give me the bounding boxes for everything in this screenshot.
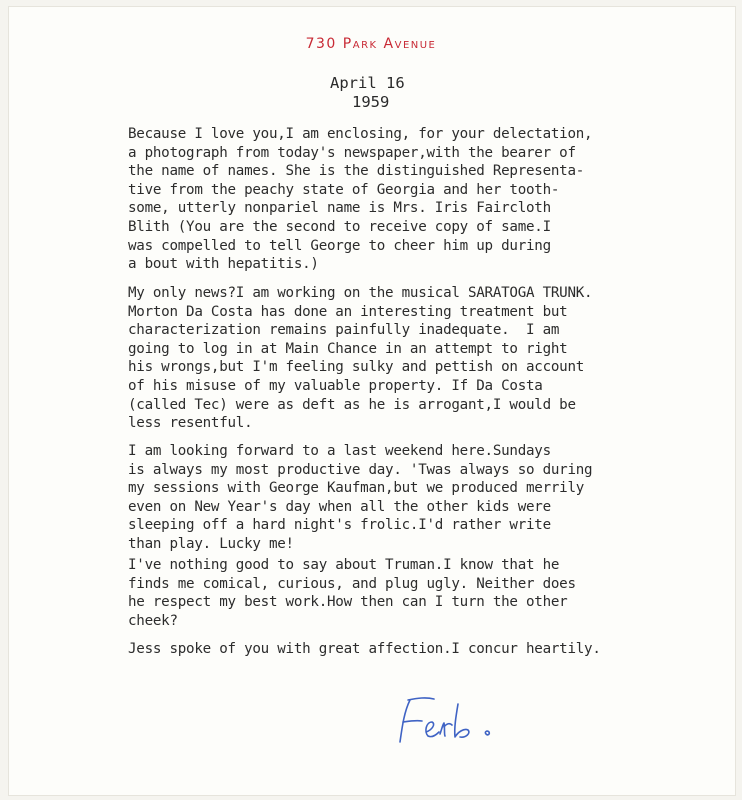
text-line: than play. Lucky me! [128, 535, 294, 552]
text-line: his wrongs,but I'm feeling sulky and pettish on account [128, 359, 585, 376]
text-line: finds me comical, curious, and plug ugly. Neither does [128, 575, 576, 592]
text-line: I am looking forward to a last weekend here.Sundays [128, 443, 551, 459]
text-line: a photograph from today's newspaper,with the bearer of [128, 144, 576, 161]
text-line: less resentful. [128, 415, 253, 432]
text-line: sleeping off a hard night's frolic.I'd rather write [128, 517, 551, 534]
date-year: 1959 [352, 93, 390, 111]
text-line: my sessions with George Kaufman,but we produced merrily [128, 480, 585, 497]
text-line: tive from the peachy state of Georgia and her tooth- [128, 181, 560, 198]
text-line: going to log in at Main Chance in an attempt to right [128, 340, 568, 357]
text-line: the name of names. She is the distinguished Representa- [128, 163, 585, 180]
text-line: My only news?I am working on the musical SARATOGA TRUNK. [128, 285, 593, 301]
letter-date [330, 74, 405, 112]
text-line: (called Tec) were as deft as he is arrogant,I would be [128, 396, 576, 413]
text-line: is always my most productive day. 'Twas always so during [128, 461, 593, 478]
text-line: was compelled to tell George to cheer him up during [128, 237, 551, 254]
paragraph-weekend [128, 442, 728, 554]
text-line: a bout with hepatitis.) [128, 256, 319, 273]
text-line: characterization remains painfully inadequate. I am [128, 322, 560, 339]
paragraph-closing [128, 640, 728, 659]
letterhead-address: 730 Park Avenue [305, 36, 437, 52]
paragraph-enclosure [128, 125, 728, 274]
text-line: cheek? [128, 612, 178, 629]
paragraph-news [128, 284, 728, 433]
text-line: Jess spoke of you with great affection.I concur heartily. [128, 641, 601, 657]
text-line: some, utterly nonpariel name is Mrs. Iris Faircloth [128, 200, 551, 217]
text-line: Blith (You are the second to receive copy of same.I [128, 218, 551, 235]
text-line: of his misuse of my valuable property. If Da Costa [128, 377, 543, 394]
text-line: he respect my best work.How then can I turn the other [128, 594, 568, 611]
text-line: Morton Da Costa has done an interesting treatment but [128, 303, 568, 320]
paragraph-truman [128, 556, 728, 630]
text-line: Because I love you,I am enclosing, for your delectation, [128, 126, 593, 142]
date-month-day: April 16 [330, 74, 405, 92]
handwritten-signature [392, 690, 522, 752]
text-line: I've nothing good to say about Truman.I know that he [128, 557, 560, 573]
text-line: even on New Year's day when all the other kids were [128, 498, 551, 515]
